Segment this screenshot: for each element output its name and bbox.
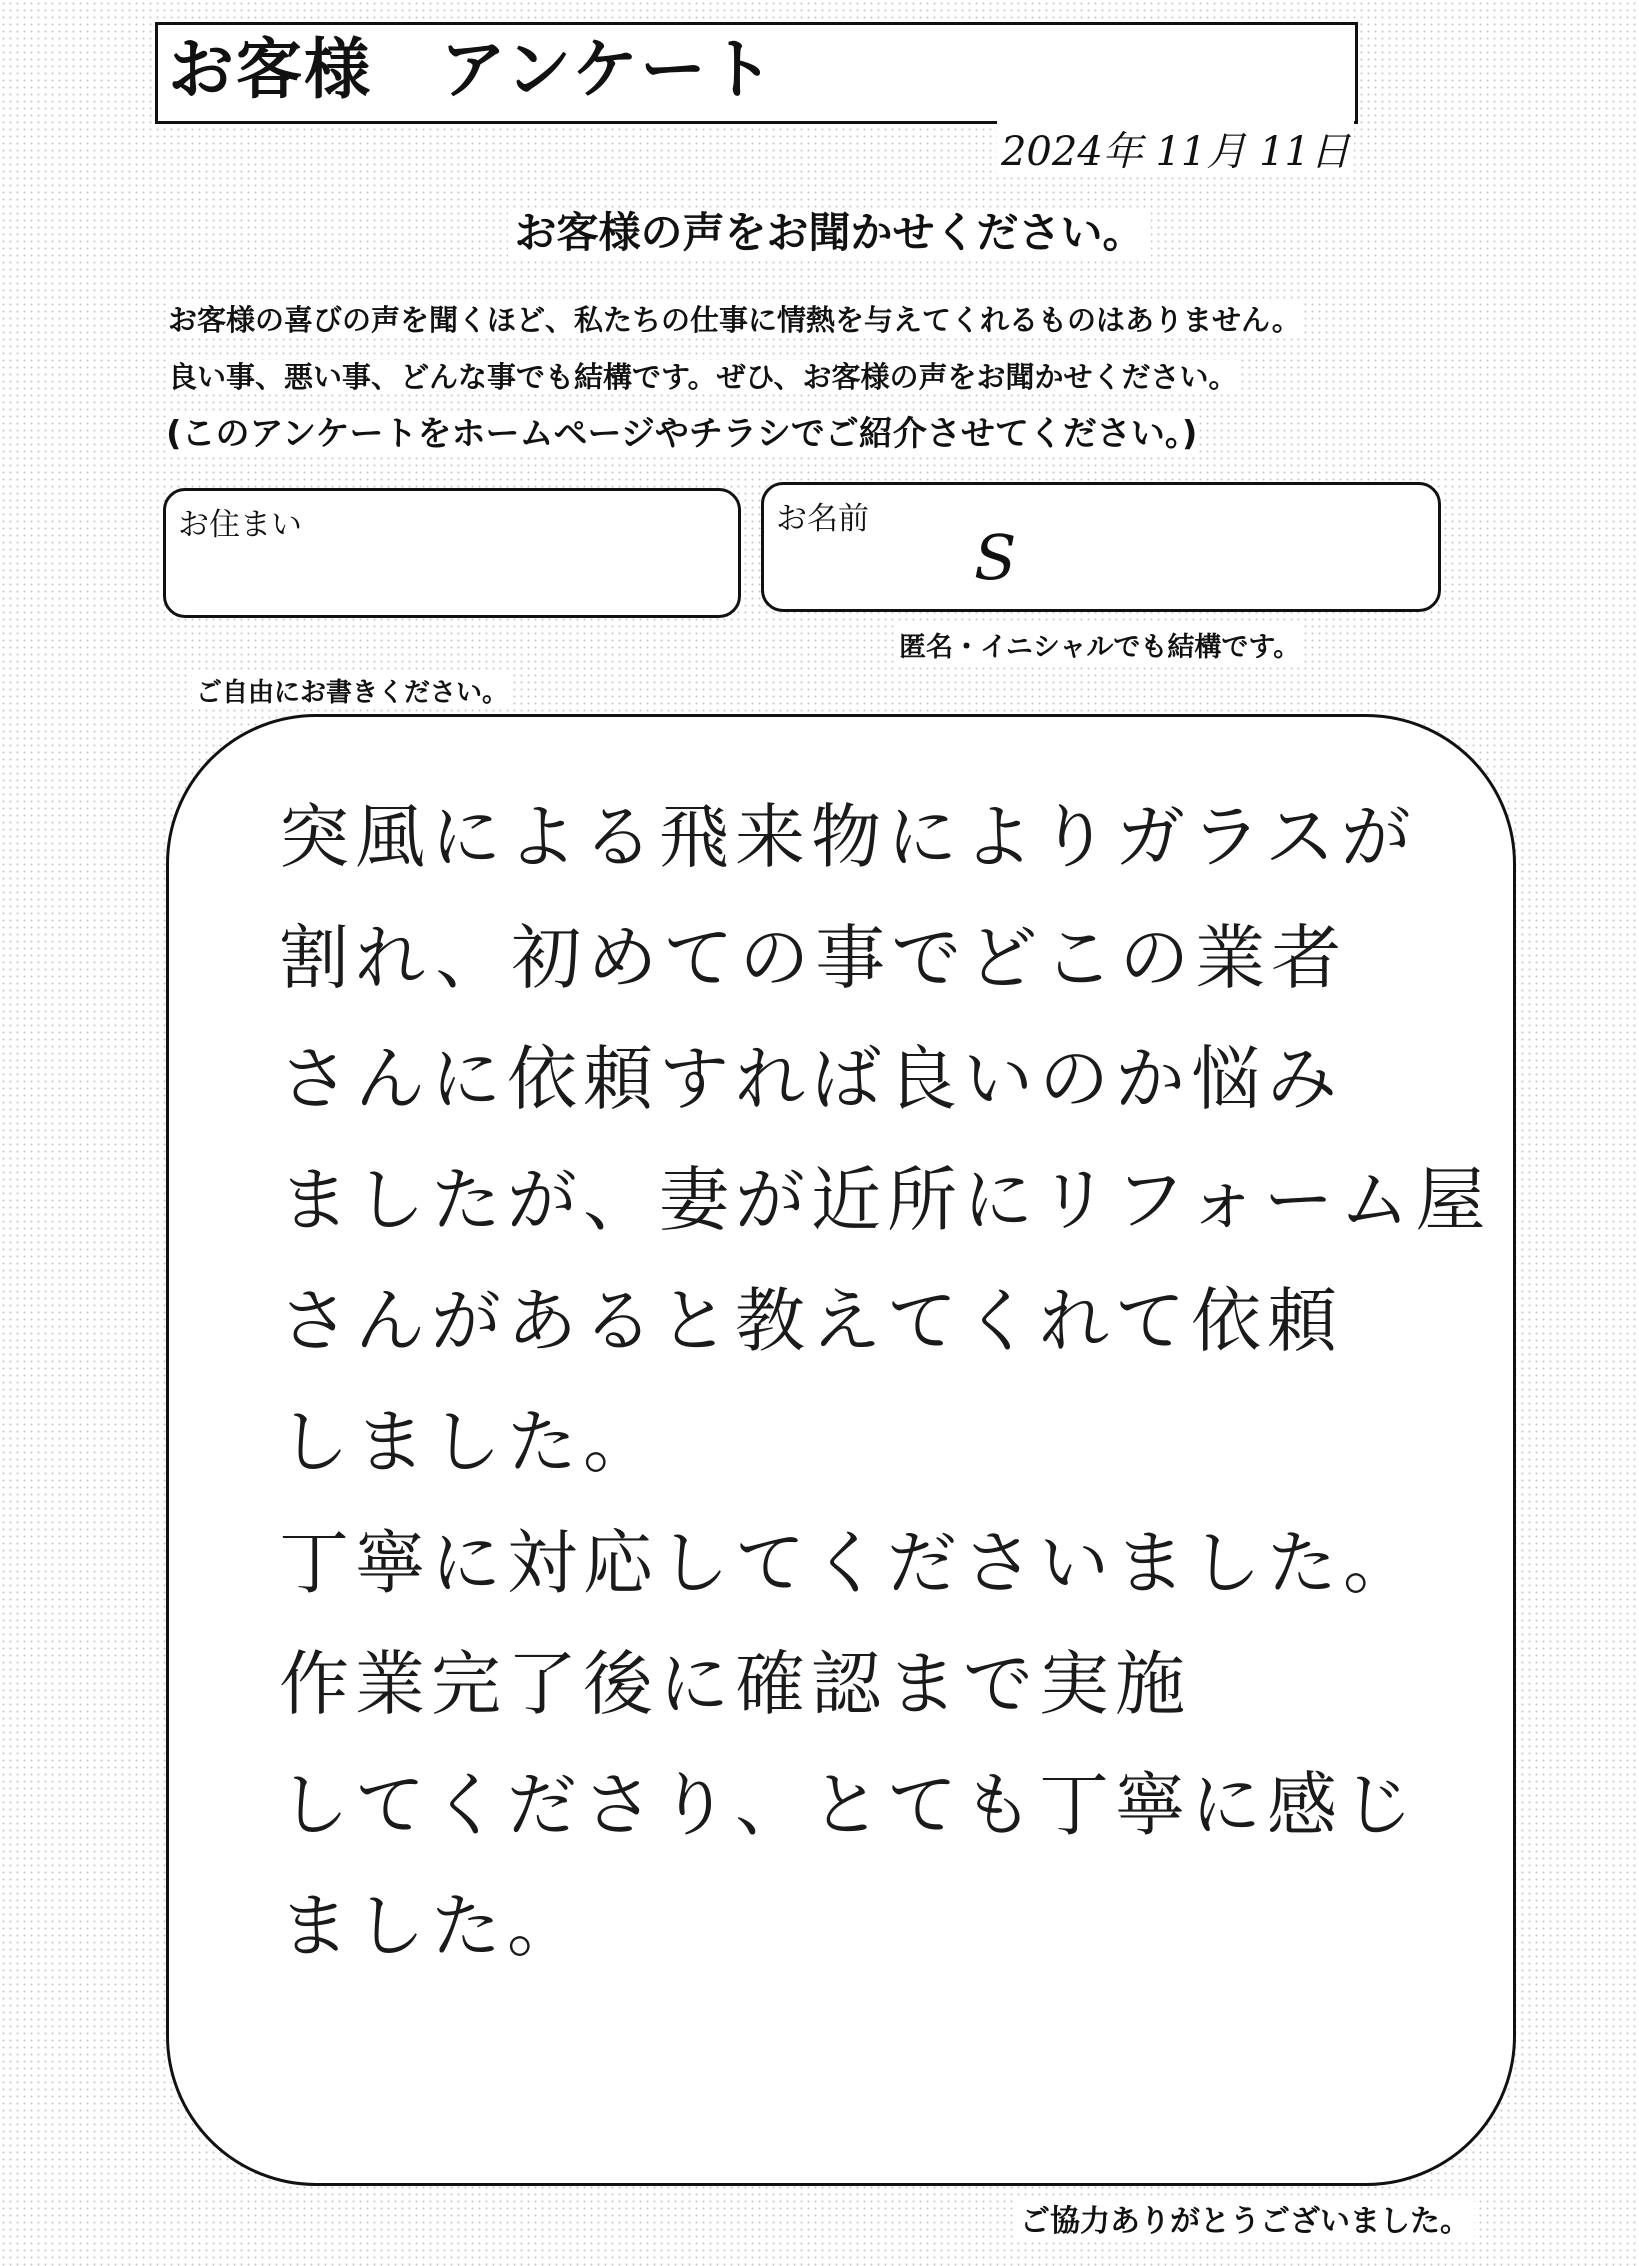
title-box: [155, 22, 1358, 124]
form-heading-text: お客様の声をお聞かせください。: [508, 208, 1150, 257]
intro-text: [168, 292, 1468, 463]
comment-text: [279, 777, 1492, 1987]
address-label: お住まい: [178, 507, 302, 543]
comment-line: 割れ、初めての事でどこの業者: [279, 917, 1348, 999]
form-title: お客様 アンケート: [168, 31, 777, 108]
free-write-note: ご自由にお書きください。: [192, 672, 512, 709]
comment-line: 丁寧に対応してくださいました。: [279, 1522, 1419, 1604]
comment-line: 作業完了後に確認まで実施: [279, 1643, 1191, 1725]
address-field[interactable]: [163, 488, 741, 618]
thanks-note: ご協力ありがとうございました。: [1016, 2196, 1474, 2240]
comment-line: してくださり、とても丁寧に感じ: [279, 1764, 1419, 1846]
comment-line: しました。: [279, 1401, 659, 1483]
name-field[interactable]: [761, 482, 1441, 612]
form-heading: [0, 200, 1639, 260]
form-date: 2024年 11月 11日: [997, 120, 1354, 177]
name-label: お名前: [776, 501, 869, 537]
comment-field[interactable]: [166, 714, 1516, 2186]
comment-line: ましたが、妻が近所にリフォーム屋: [279, 1159, 1492, 1241]
intro-line-1: お客様の喜びの声を聞くほど、私たちの仕事に情熱を与えてくれるものはありません。: [168, 303, 1301, 337]
anonymous-note: 匿名・イニシャルでも結構です。: [895, 625, 1304, 664]
comment-line: さんに依頼すれば良いのか悩み: [279, 1038, 1343, 1120]
intro-line-3: (このアンケートをホームページやチラシでご紹介させてください。): [166, 414, 1198, 454]
comment-line: 突風による飛来物によりガラスが: [279, 796, 1417, 878]
name-value: S: [974, 521, 1017, 594]
intro-line-2: 良い事、悪い事、どんな事でも結構です。ぜひ、お客様の声をお聞かせください。: [168, 360, 1238, 394]
comment-line: さんがあると教えてくれて依頼: [279, 1280, 1343, 1362]
comment-line: ました。: [279, 1885, 583, 1967]
